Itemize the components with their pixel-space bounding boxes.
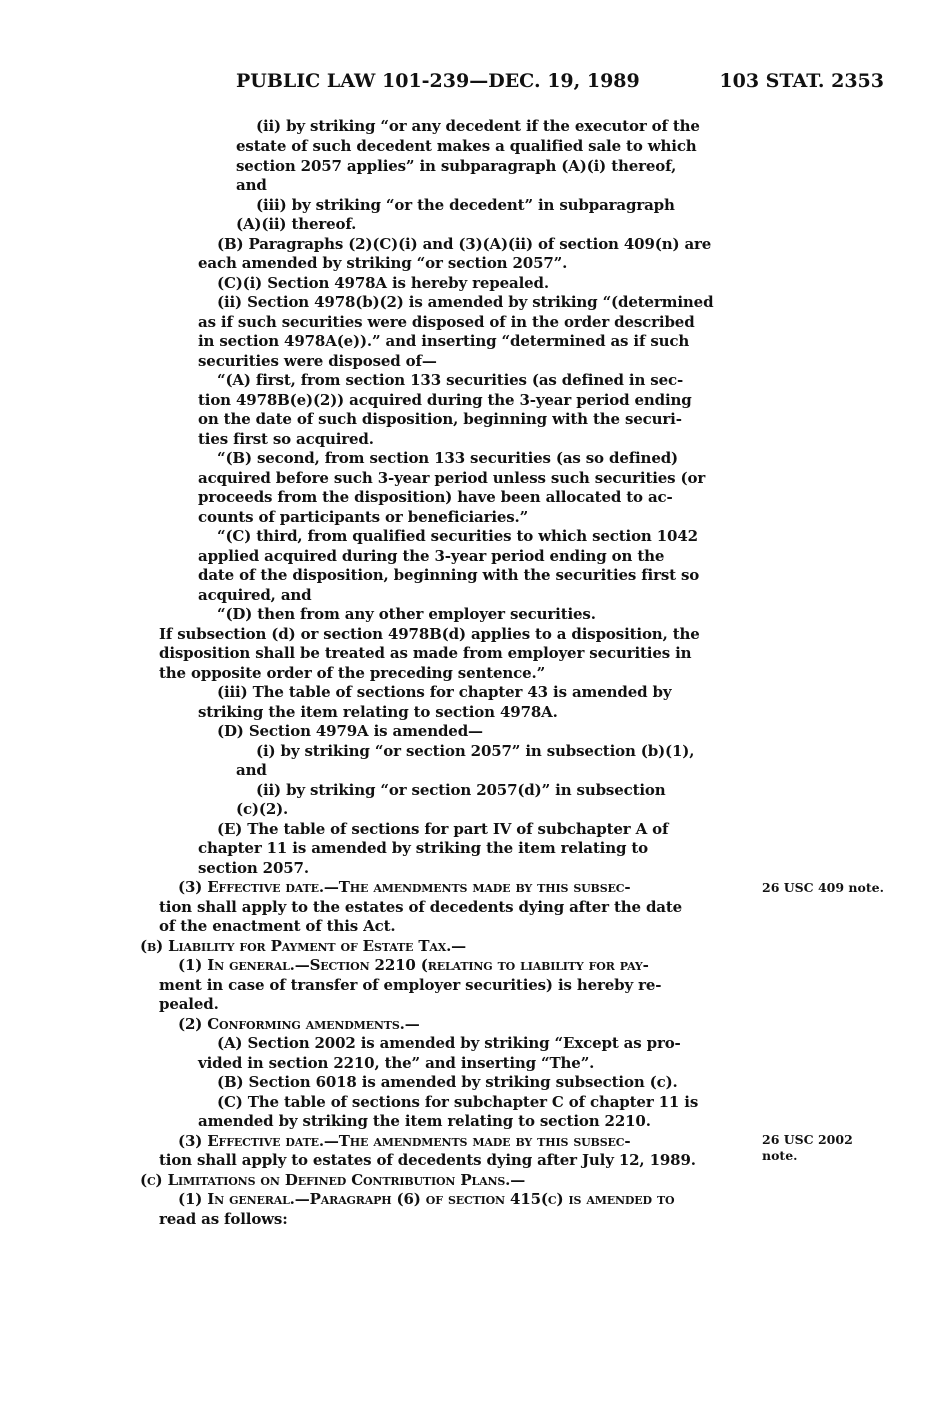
text-line: (1) In general.—Paragraph (6) of section 415(c) is amended to (178, 1190, 675, 1208)
text-line: “(B) second, from section 133 securities (as so defined) (217, 449, 678, 467)
text-line: (B) Paragraphs (2)(C)(i) and (3)(A)(ii) of section 409(n) are (217, 235, 712, 253)
text-line: (D) Section 4979A is amended— (217, 722, 483, 740)
text-line: “(D) then from any other employer securities. (217, 605, 596, 623)
text-line: (3) Effective date.—The amendments made by this subsec- (178, 1132, 631, 1150)
text-line: (A)(ii) thereof. (236, 215, 357, 233)
text-line: section 2057. (198, 859, 309, 877)
text-line: “(A) first, from section 133 securities (as defined in sec- (217, 371, 684, 389)
text-line: counts of participants or beneficiaries.” (198, 508, 529, 526)
text-line: and (236, 761, 267, 779)
text-line: the opposite order of the preceding sentence.” (159, 664, 546, 682)
text-line: tion shall apply to estates of decedents dying after July 12, 1989. (159, 1151, 696, 1169)
text-line: (1) In general.—Section 2210 (relating to liability for pay- (178, 956, 649, 974)
text-line: and (236, 176, 267, 194)
text-line: securities were disposed of— (198, 352, 437, 370)
running-header-stat-page: 103 STAT. 2353 (719, 70, 884, 92)
text-line: disposition shall be treated as made from employer securities in (159, 644, 692, 662)
text-line: (B) Section 6018 is amended by striking subsection (c). (217, 1073, 678, 1091)
text-line: date of the disposition, beginning with the securities first so (198, 566, 700, 584)
text-line: proceeds from the disposition) have been allocated to ac- (198, 488, 673, 506)
text-line: (C)(i) Section 4978A is hereby repealed. (217, 274, 549, 292)
text-line: (ii) by striking “or any decedent if the executor of the (256, 117, 700, 135)
text-line: (3) Effective date.—The amendments made by this subsec- (178, 878, 631, 896)
text-line: ties first so acquired. (198, 430, 374, 448)
text-line: (c)(2). (236, 800, 289, 818)
text-line: vided in section 2210, the” and inserting “The”. (198, 1054, 595, 1072)
text-line: of the enactment of this Act. (159, 917, 396, 935)
text-line: read as follows: (159, 1210, 288, 1228)
margin-note: 26 USC 2002 (762, 1132, 853, 1147)
text-line: (ii) by striking “or section 2057(d)” in subsection (256, 781, 666, 799)
text-line: applied acquired during the 3-year period ending on the (198, 547, 665, 565)
text-line: each amended by striking “or section 2057”. (198, 254, 568, 272)
text-line: chapter 11 is amended by striking the item relating to (198, 839, 649, 857)
text-line: (A) Section 2002 is amended by striking “Except as pro- (217, 1034, 681, 1052)
text-line: (c) Limitations on Defined Contribution Plans.— (140, 1171, 526, 1189)
text-line: (E) The table of sections for part IV of subchapter A of (217, 820, 669, 838)
text-line: (i) by striking “or section 2057” in subsection (b)(1), (256, 742, 695, 760)
text-line: (b) Liability for Payment of Estate Tax.— (140, 937, 467, 955)
text-line: section 2057 applies” in subparagraph (A)(i) thereof, (236, 157, 677, 175)
text-line: tion 4978B(e)(2)) acquired during the 3-year period ending (198, 391, 692, 409)
text-line: on the date of such disposition, beginning with the securi- (198, 410, 682, 428)
text-line: tion shall apply to the estates of decedents dying after the date (159, 898, 683, 916)
text-line: (ii) Section 4978(b)(2) is amended by striking “(determined (217, 293, 714, 311)
text-line: in section 4978A(e)).” and inserting “determined as if such (198, 332, 690, 350)
margin-note: note. (762, 1148, 798, 1163)
text-line: “(C) third, from qualified securities to which section 1042 (217, 527, 698, 545)
text-line: (iii) by striking “or the decedent” in subparagraph (256, 196, 675, 214)
text-line: amended by striking the item relating to section 2210. (198, 1112, 651, 1130)
margin-note: 26 USC 409 note. (762, 880, 884, 895)
text-line: If subsection (d) or section 4978B(d) applies to a disposition, the (159, 625, 700, 643)
text-line: estate of such decedent makes a qualified sale to which (236, 137, 697, 155)
text-line: (2) Conforming amendments.— (178, 1015, 420, 1033)
text-line: (C) The table of sections for subchapter C of chapter 11 is (217, 1093, 699, 1111)
text-line: acquired before such 3-year period unless such securities (or (198, 469, 706, 487)
text-line: (iii) The table of sections for chapter 43 is amended by (217, 683, 672, 701)
text-line: as if such securities were disposed of in the order described (198, 313, 695, 331)
text-line: ment in case of transfer of employer securities) is hereby re- (159, 976, 662, 994)
text-line: pealed. (159, 995, 219, 1013)
running-header-title: PUBLIC LAW 101-239—DEC. 19, 1989 (236, 70, 640, 92)
text-line: striking the item relating to section 4978A. (198, 703, 558, 721)
text-line: acquired, and (198, 586, 312, 604)
